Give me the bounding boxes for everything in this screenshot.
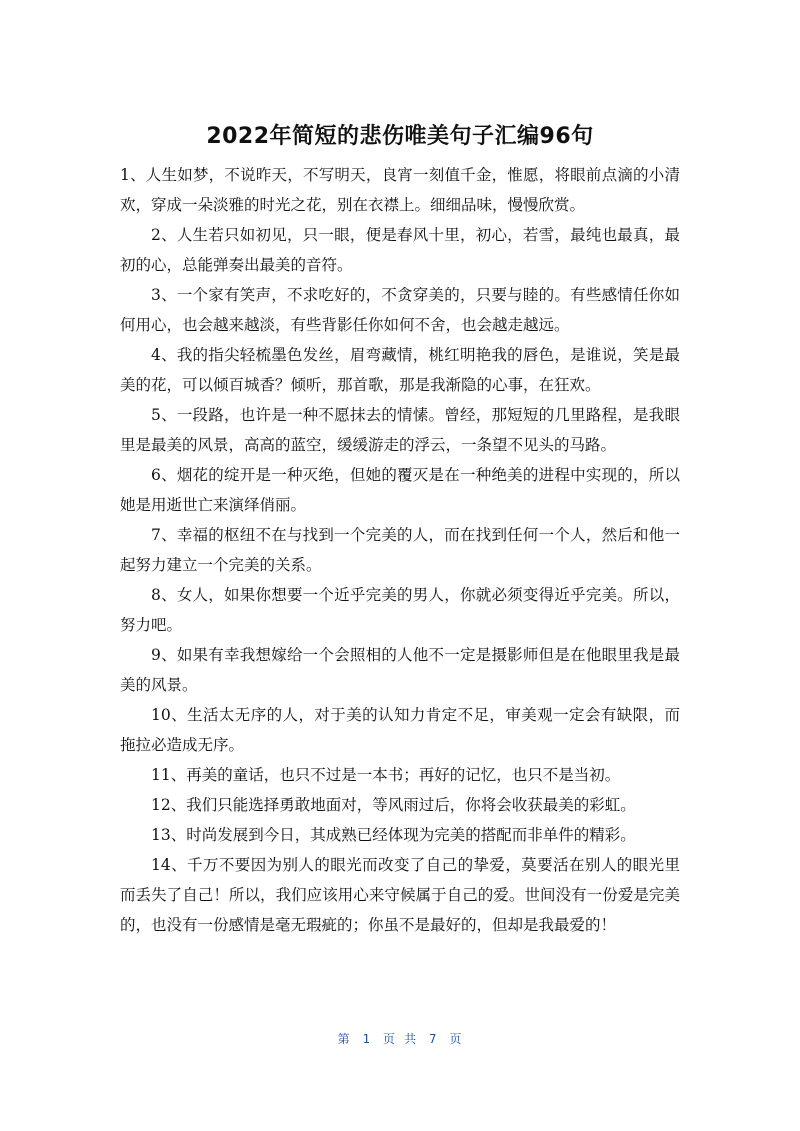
paragraph-1: 1、人生如梦，不说昨天，不写明天，良宵一刻值千金，惟愿，将眼前点滴的小清欢，穿成一朵淡雅的时光之花，别在衣襟上。细细品味，慢慢欣赏。 xyxy=(120,166,680,214)
paragraph-8: 8、女人，如果你想要一个近乎完美的男人，你就必须变得近乎完美。所以，努力吧。 xyxy=(120,586,680,634)
paragraph-7: 7、幸福的枢纽不在与找到一个完美的人，而在找到任何一个人，然后和他一起努力建立一个完美的关系。 xyxy=(120,526,680,574)
footer-current-page: 1 xyxy=(362,1032,371,1046)
paragraph-4: 4、我的指尖轻梳墨色发丝，眉弯藏情，桃红明艳我的唇色，是谁说，笑是最美的花，可以倾百城香？倾听，那首歌，那是我渐隐的心事，在狂欢。 xyxy=(120,346,680,394)
footer-prefix: 第 xyxy=(337,1032,351,1046)
paragraph-5: 5、一段路，也许是一种不愿抹去的情愫。曾经，那短短的几里路程，是我眼里是最美的风景，高高的蓝空，缓缓游走的浮云，一条望不见头的马路。 xyxy=(120,406,680,454)
paragraph-12: 12、我们只能选择勇敢地面对，等风雨过后，你将会收获最美的彩虹。 xyxy=(151,796,636,814)
document-body xyxy=(120,160,680,940)
paragraph-9: 9、如果有幸我想嫁给一个会照相的人他不一定是摄影师但是在他眼里我是最美的风景。 xyxy=(120,646,680,694)
paragraph-6: 6、烟花的绽开是一种灭绝，但她的覆灭是在一种绝美的进程中实现的，所以她是用逝世亡来演绎俏丽。 xyxy=(120,466,680,514)
paragraph-14: 14、千万不要因为别人的眼光而改变了自己的挚爱，莫要活在别人的眼光里而丢失了自己！所以，我们应该用心来守候属于自己的爱。世间没有一份爱是完美的，也没有一份感情是毫无瑕疵的；你虽不是最好的，但却是我最爱的！ xyxy=(120,856,680,934)
footer-middle: 页 共 xyxy=(382,1032,418,1046)
page-title: 2022年简短的悲伤唯美句子汇编96句 xyxy=(206,124,594,149)
page-footer xyxy=(0,1030,800,1047)
paragraph-13: 13、时尚发展到今日，其成熟已经体现为完美的搭配而非单件的精彩。 xyxy=(151,826,636,844)
paragraph-3: 3、一个家有笑声，不求吃好的，不贪穿美的，只要与睦的。有些感情任你如何用心，也会越来越淡，有些背影任你如何不舍，也会越走越远。 xyxy=(120,286,680,334)
paragraph-2: 2、人生若只如初见，只一眼，便是春风十里，初心，若雪，最纯也最真，最初的心，总能弹奏出最美的音符。 xyxy=(120,226,680,274)
paragraph-10: 10、生活太无序的人，对于美的认知力肯定不足，审美观一定会有缺限，而拖拉必造成无序。 xyxy=(120,706,680,754)
footer-suffix: 页 xyxy=(449,1032,463,1046)
paragraph-11: 11、再美的童话，也只不过是一本书；再好的记忆，也只不是当初。 xyxy=(151,766,621,784)
footer-total-pages: 7 xyxy=(429,1032,438,1046)
